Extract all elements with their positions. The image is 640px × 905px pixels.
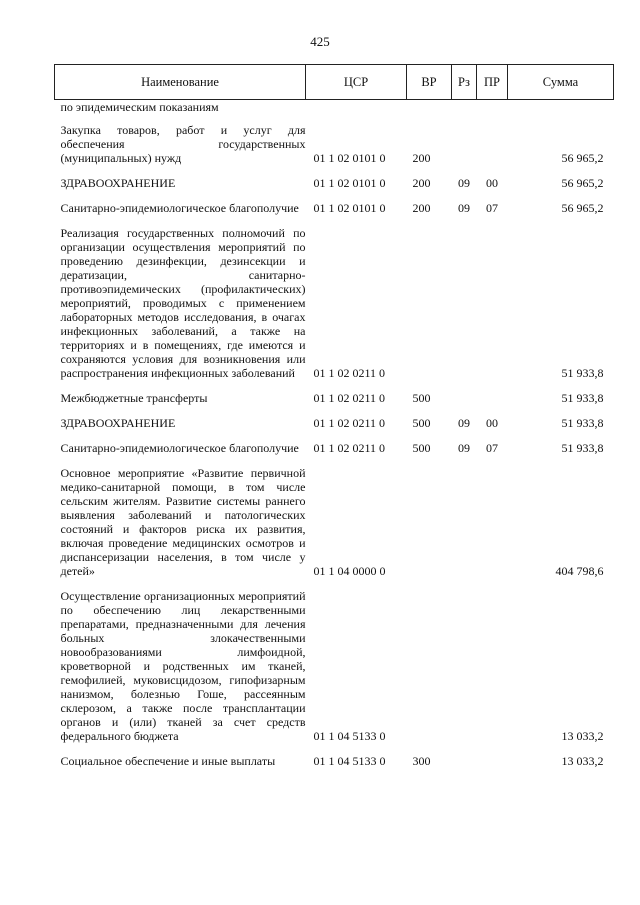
row-rz — [452, 383, 477, 408]
table-row — [55, 218, 614, 383]
row-name: Санитарно-эпидемиологическое благополучие — [60, 201, 299, 215]
row-rz — [452, 581, 477, 746]
row-sum: 51 933,8 — [561, 416, 604, 430]
row-sum: 13 033,2 — [561, 754, 604, 768]
row-csr: 01 1 02 0211 0 — [313, 416, 386, 430]
row-csr: 01 1 02 0101 0 — [313, 176, 386, 190]
row-rz — [452, 218, 477, 383]
row-sum: 56 965,2 — [561, 201, 604, 215]
row-csr: 01 1 04 5133 0 — [313, 754, 386, 768]
continuation-text: по эпидемическим показаниям — [60, 100, 219, 114]
row-pr — [477, 218, 508, 383]
row-csr: 01 1 02 0101 0 — [313, 201, 386, 215]
row-csr: 01 1 02 0211 0 — [313, 441, 386, 455]
table-row — [55, 458, 614, 581]
row-name: Реализация государственных полномочий по организации осуществления мероприятий по проведению дезинфекции, дезинсекции и дератизации, санитарно-противоэпидемических (профилактических) мероприятий, проводимых с применением лабораторных методов исследования, в очагах инфекционных заболеваний, а также на территориях и в помещениях, где имеются и сохраняются условия для возникновения или распространения инфекционных заболеваний — [60, 226, 306, 380]
header-vr: ВР — [407, 65, 452, 100]
table-row — [55, 120, 614, 168]
row-rz: 09 — [458, 201, 470, 215]
row-pr — [477, 383, 508, 408]
row-vr: 200 — [412, 201, 431, 215]
row-csr: 01 1 02 0101 0 — [313, 151, 386, 165]
table-row — [55, 100, 614, 121]
row-rz — [452, 120, 477, 168]
table-row — [55, 581, 614, 746]
row-vr: 300 — [412, 754, 431, 768]
row-pr — [477, 746, 508, 771]
row-sum: 13 033,2 — [561, 729, 604, 743]
row-sum: 404 798,6 — [555, 564, 604, 578]
table-row — [55, 383, 614, 408]
row-sum: 51 933,8 — [561, 391, 604, 405]
table-row — [55, 408, 614, 433]
table-row — [55, 168, 614, 193]
row-csr: 01 1 04 5133 0 — [313, 729, 386, 743]
row-pr: 07 — [486, 201, 498, 215]
header-rz: Рз — [452, 65, 477, 100]
table-row — [55, 746, 614, 771]
row-vr: 200 — [412, 176, 431, 190]
row-pr — [477, 458, 508, 581]
row-vr: 500 — [412, 391, 431, 405]
row-vr: 200 — [412, 151, 431, 165]
page-number: 425 — [310, 34, 330, 49]
row-sum: 51 933,8 — [561, 366, 604, 380]
row-rz — [452, 458, 477, 581]
row-pr: 07 — [486, 441, 498, 455]
row-vr: 500 — [412, 416, 431, 430]
row-vr — [407, 581, 452, 746]
row-sum: 56 965,2 — [561, 151, 604, 165]
row-vr — [407, 218, 452, 383]
table-header-row — [55, 65, 614, 100]
row-rz: 09 — [458, 176, 470, 190]
table-row — [55, 433, 614, 458]
header-pr: ПР — [477, 65, 508, 100]
row-name: ЗДРАВООХРАНЕНИЕ — [60, 176, 176, 190]
row-name: Санитарно-эпидемиологическое благополучие — [60, 441, 299, 455]
row-rz — [452, 746, 477, 771]
row-pr — [477, 120, 508, 168]
row-vr — [407, 458, 452, 581]
row-name: Межбюджетные трансферты — [60, 391, 208, 405]
row-sum: 56 965,2 — [561, 176, 604, 190]
row-name: Закупка товаров, работ и услуг для обеспечения государственных (муниципальных) нужд — [60, 123, 306, 165]
row-name: Основное мероприятие «Развитие первичной медико-санитарной помощи, в том числе сельским жителям. Развитие системы раннего выявления заболеваний и патологических состояний и факторов риска их развития, включая проведение медицинских осмотров и диспансеризации населения, в том числе у детей» — [60, 466, 306, 578]
header-csr: ЦСР — [306, 65, 407, 100]
row-name: Социальное обеспечение и иные выплаты — [60, 754, 276, 768]
row-rz: 09 — [458, 416, 470, 430]
row-csr: 01 1 02 0211 0 — [313, 391, 386, 405]
row-rz: 09 — [458, 441, 470, 455]
row-name: Осуществление организационных мероприятий по обеспечению лиц лекарственными препаратами, предназначенными для лечения больных злокачественными новообразованиями лимфоидной, кроветворной и родственных им тканей, гемофилией, муковисцидозом, гипофизарным нанизмом, болезнью Гоше, рассеянным склерозом, а также после трансплантации органов и (или) тканей за счет средств федерального бюджета — [60, 589, 306, 743]
header-name: Наименование — [55, 65, 306, 100]
table-row — [55, 193, 614, 218]
budget-table — [54, 64, 614, 771]
row-vr: 500 — [412, 441, 431, 455]
row-pr: 00 — [486, 416, 498, 430]
row-pr — [477, 581, 508, 746]
row-csr: 01 1 02 0211 0 — [313, 366, 386, 380]
row-csr: 01 1 04 0000 0 — [313, 564, 386, 578]
row-sum: 51 933,8 — [561, 441, 604, 455]
row-name: ЗДРАВООХРАНЕНИЕ — [60, 416, 176, 430]
row-pr: 00 — [486, 176, 498, 190]
header-sum: Сумма — [508, 65, 614, 100]
